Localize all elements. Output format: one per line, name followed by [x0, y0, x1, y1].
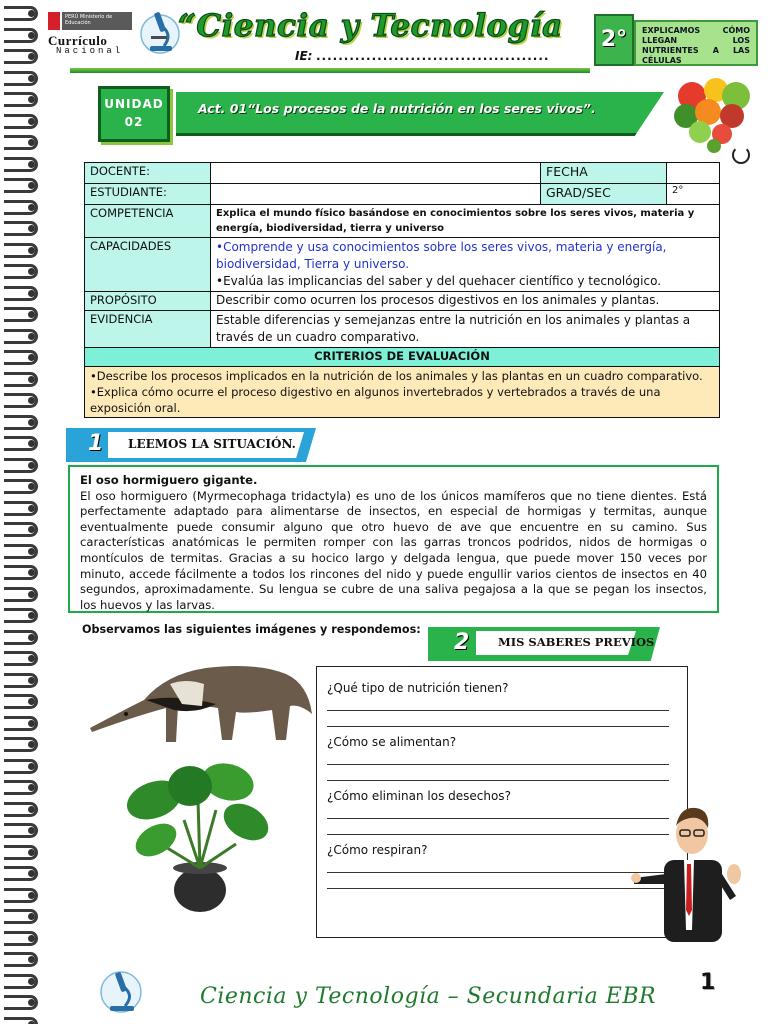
microscope-icon — [140, 6, 180, 62]
binding-hole — [28, 161, 35, 168]
gradsec-label: GRAD/SEC — [541, 184, 667, 205]
evidencia-value: Estable diferencias y semejanzas entre la nutrición en los animales y plantas a través de un cuadro comparativo. — [211, 311, 720, 348]
story-body: El oso hormiguero (Myrmecophaga tridactyla) es uno de los únicos mamíferos que no tiene dientes. Está perfectamente adaptado para alimentarse de insectos, en especial de hormigas y termitas, aunque eventualmente puede consumir alguno que otro huevo de ave que encuentre en su camino. Sus características anatómicas le permiten romper con las garras troncos podridos, nidos de hormigas o montículos de termitas. Gracias a su hocico largo y delgada lengua, que puede mover 150 veces por minuto, accede fácilmente a todos los rincones del nido y puede engullir varios cientos de insectos en 40 segundos, aproximadamente. Su lengua se cubre de una saliva pegajosa a la que se pegan los insectos, los huevos y las larvas. — [80, 488, 707, 612]
binding-hole — [28, 419, 35, 426]
capacidad-item: •Comprende y usa conocimientos sobre los seres vivos, materia y energía, biodiversidad, Tierra y universo. — [216, 240, 667, 271]
binding-hole — [28, 225, 35, 232]
binding-hole — [28, 999, 35, 1006]
binding-hole — [28, 290, 35, 297]
footer-title: Ciencia y Tecnología – Secundaria EBR — [200, 984, 657, 1009]
answer-line[interactable] — [327, 695, 669, 711]
criterios-heading: CRITERIOS DE EVALUACIÓN — [85, 348, 720, 367]
answer-line[interactable] — [327, 749, 669, 765]
docente-label: DOCENTE: — [85, 163, 211, 184]
evidencia-label: EVIDENCIA — [85, 311, 211, 348]
observamos-instruction: Observamos las siguientes imágenes y respondemos: — [82, 623, 421, 636]
section1-title: LEEMOS LA SITUACIÓN. — [128, 437, 296, 451]
binding-hole — [28, 526, 35, 533]
binding-hole — [28, 892, 35, 899]
teacher-image — [630, 800, 750, 942]
binding-hole — [28, 956, 35, 963]
binding-hole — [28, 440, 35, 447]
proposito-label: PROPÓSITO — [85, 292, 211, 311]
binding-hole — [28, 870, 35, 877]
capacidades-label: CAPACIDADES — [85, 238, 211, 292]
competencia-label: COMPETENCIA — [85, 205, 211, 238]
binding-hole — [28, 376, 35, 383]
binding-hole — [28, 311, 35, 318]
answer-line[interactable] — [327, 803, 669, 819]
proposito-value: Describir como ocurren los procesos digestivos en los animales y plantas. — [211, 292, 720, 311]
binding-hole — [28, 397, 35, 404]
criterio-item: •Explica cómo ocurre el proceso digestivo en algunos invertebrados y vertebrados a través de una exposición oral. — [90, 385, 661, 415]
capacidad-item: •Evalúa las implicancias del saber y del quehacer científico y tecnológico. — [216, 274, 662, 288]
answer-line[interactable] — [327, 765, 669, 781]
binding-hole — [28, 182, 35, 189]
gradsec-field[interactable]: 2° — [667, 184, 720, 205]
binding-hole — [28, 53, 35, 60]
binding-hole — [28, 139, 35, 146]
binding-hole — [28, 827, 35, 834]
story-box — [68, 465, 719, 613]
question-text: ¿Qué tipo de nutrición tienen? — [327, 681, 509, 695]
estudiante-field[interactable] — [211, 184, 541, 205]
binding-hole — [28, 354, 35, 361]
binding-hole — [28, 741, 35, 748]
fecha-field[interactable] — [667, 163, 720, 184]
vegetable-heart-image — [670, 74, 758, 154]
question-block — [327, 843, 675, 889]
plant-image — [124, 760, 274, 914]
page-number: 1 — [700, 970, 716, 995]
binding-hole — [28, 32, 35, 39]
binding-hole — [28, 483, 35, 490]
answer-line[interactable] — [327, 873, 669, 889]
section2-title: MIS SABERES PREVIOS — [498, 635, 655, 649]
binding-hole — [28, 612, 35, 619]
activity-summary: EXPLICAMOS CÓMO LLEGAN LOS NUTRIENTES A LAS CÉLULAS — [634, 20, 758, 66]
info-table — [84, 162, 720, 418]
binding-hole — [28, 548, 35, 555]
binding-hole — [28, 505, 35, 512]
estudiante-label: ESTUDIANTE: — [85, 184, 211, 205]
binding-hole — [28, 10, 35, 17]
spiral-binding — [0, 0, 44, 1024]
power-icon — [732, 146, 750, 164]
binding-hole — [28, 849, 35, 856]
binding-hole — [28, 204, 35, 211]
question-block — [327, 789, 675, 835]
binding-hole — [28, 806, 35, 813]
binding-hole — [28, 913, 35, 920]
question-text: ¿Cómo eliminan los desechos? — [327, 789, 511, 803]
binding-hole — [28, 268, 35, 275]
binding-hole — [28, 591, 35, 598]
ie-field[interactable]: .......................................... — [316, 49, 550, 63]
section1-number: 1 — [88, 431, 104, 456]
binding-hole — [28, 462, 35, 469]
grade-badge: 2° — [594, 14, 634, 66]
curriculo-label: Currículo — [48, 33, 108, 48]
ie-label: IE: — [295, 49, 313, 63]
answer-line[interactable] — [327, 857, 669, 873]
binding-hole — [28, 784, 35, 791]
question-block — [327, 735, 675, 781]
binding-hole — [28, 96, 35, 103]
competencia-value: Explica el mundo físico basándose en conocimientos sobre los seres vivos, materia y energía, biodiversidad, tierra y universo — [211, 205, 720, 238]
story-title: El oso hormiguero gigante. — [80, 473, 258, 487]
binding-hole — [28, 935, 35, 942]
binding-hole — [28, 763, 35, 770]
binding-hole — [28, 720, 35, 727]
unit-label: UNIDAD — [104, 97, 164, 111]
docente-field[interactable] — [211, 163, 541, 184]
answer-line[interactable] — [327, 819, 669, 835]
activity-title: Act. 01“Los procesos de la nutrición en los seres vivos”. — [198, 101, 596, 116]
binding-hole — [28, 247, 35, 254]
section2-number: 2 — [454, 630, 470, 655]
binding-hole — [28, 333, 35, 340]
binding-hole — [28, 677, 35, 684]
binding-hole — [28, 655, 35, 662]
peru-logo — [48, 12, 60, 30]
header-rule — [70, 68, 590, 73]
binding-hole — [28, 118, 35, 125]
microscope-icon — [98, 966, 144, 1020]
ministerio-label: PERÚ Ministerio de Educación — [62, 12, 132, 30]
answer-line[interactable] — [327, 711, 669, 727]
binding-hole — [28, 1021, 35, 1024]
question-block — [327, 681, 675, 727]
page-title: “Ciencia y Tecnología — [178, 8, 563, 44]
binding-hole — [28, 978, 35, 985]
anteater-image — [86, 644, 316, 748]
criterio-item: •Describe los procesos implicados en la nutrición de los animales y las plantas en un cuadro comparativo. — [90, 369, 703, 383]
unit-number: 02 — [124, 115, 144, 129]
binding-hole — [28, 569, 35, 576]
fecha-label: FECHA — [541, 163, 667, 184]
unit-badge — [98, 86, 170, 142]
question-text: ¿Cómo se alimentan? — [327, 735, 457, 749]
binding-hole — [28, 634, 35, 641]
binding-hole — [28, 698, 35, 705]
nacional-label: Nacional — [56, 46, 124, 56]
question-text: ¿Cómo respiran? — [327, 843, 428, 857]
binding-hole — [28, 75, 35, 82]
